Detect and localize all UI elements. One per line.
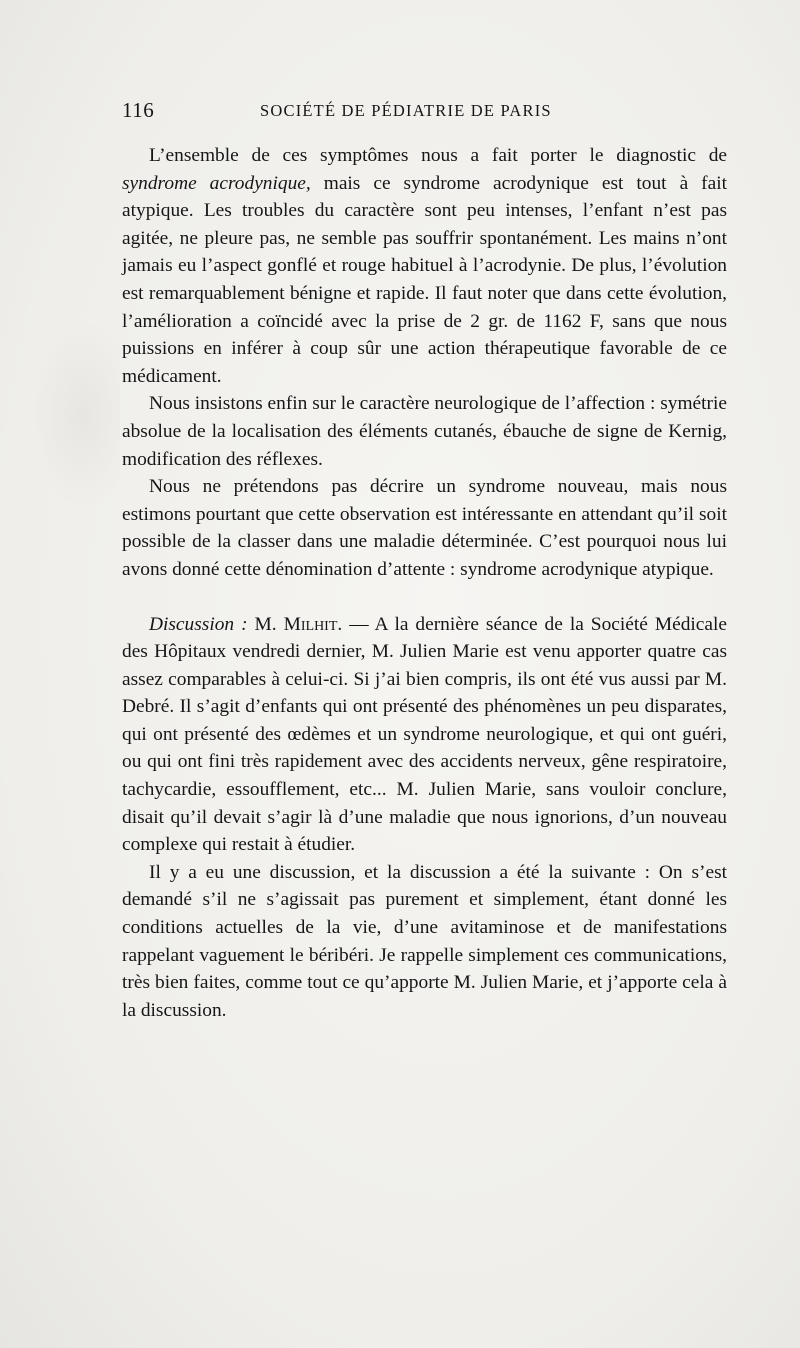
- page-number: 116: [122, 98, 155, 122]
- discussion-text: — A la dernière séance de la Société Médicale des Hôpitaux vendredi dernier, M. Julien Marie est venu apporter quatre cas assez comparables à celui-ci. Si j’ai bien compris, ils ont été vus aussi par M. Debré. Il s’agit d’enfants qui ont présenté des phénomènes un peu disparates, qui ont présenté des œdèmes et un syndrome neurologique, et qui ont guéri, ou qui ont fini très rapidement avec des accidents nerveux, gêne respiratoire, tachycardie, essoufflement, etc... M. Julien Marie, sans vouloir conclure, disait qu’il devait s’agir là d’une maladie que nous ignorions, d’un nouveau complexe qui restait à étudier.: [122, 613, 727, 856]
- page-header: [122, 98, 726, 128]
- paragraph-diagnosis: [122, 142, 727, 390]
- page-smudge: [30, 320, 120, 510]
- running-title: SOCIÉTÉ DE PÉDIATRIE DE PARIS: [260, 101, 552, 120]
- syndrome-term: syndrome acrodynique,: [122, 172, 311, 194]
- speaker-name: Milhit.: [283, 613, 343, 635]
- paragraph-diagnosis-start: L’ensemble de ces symptômes nous a fait porter le diagnostic de: [149, 145, 727, 166]
- paragraph-conclusion: Nous ne prétendons pas décrire un syndrome nouveau, mais nous estimons pourtant que cette observation est intéressante en attendant qu’il soit possible de la classer dans une maladie déterminée. C’est pourquoi nous lui avons donné cette dénomination d’attente : syndrome acrodynique atypique.: [122, 476, 727, 580]
- paragraph-discussion: [122, 611, 727, 859]
- paragraph-avitaminosis: Il y a eu une discussion, et la discussion a été la suivante : On s’est demandé s’il ne s’agissait pas purement et simplement, étant donné les conditions actuelles de la vie, d’une avitaminose et de manifestations rappelant vaguement le béribéri. Je rappelle simplement ces communications, très bien faites, comme tout ce qu’apporte M. Julien Marie, et j’apporte cela à la discussion.: [122, 861, 727, 1021]
- speaker-prefix: M.: [247, 613, 284, 635]
- body-text: [122, 142, 727, 1024]
- paragraph-neurologic: Nous insistons enfin sur le caractère neurologique de l’affection : symétrie absolue de la localisation des éléments cutanés, ébauche de signe de Kernig, modification des réflexes.: [122, 393, 727, 470]
- paragraph-diagnosis-rest: mais ce syndrome acrodynique est tout à fait atypique. Les troubles du caractère sont peu intenses, l’enfant n’est pas agitée, ne pleure pas, ne semble pas souffrir spontanément. Les mains n’ont jamais eu l’aspect gonflé et rouge habituel à l’acrodynie. De plus, l’évolution est remarquablement bénigne et rapide. Il faut noter que dans cette évolution, l’amélioration a coïncidé avec la prise de 2 gr. de 1162 F, sans que nous puissions en inférer à coup sûr une action thérapeutique favorable de ce médicament.: [122, 172, 728, 387]
- discussion-label: Discussion :: [149, 613, 248, 635]
